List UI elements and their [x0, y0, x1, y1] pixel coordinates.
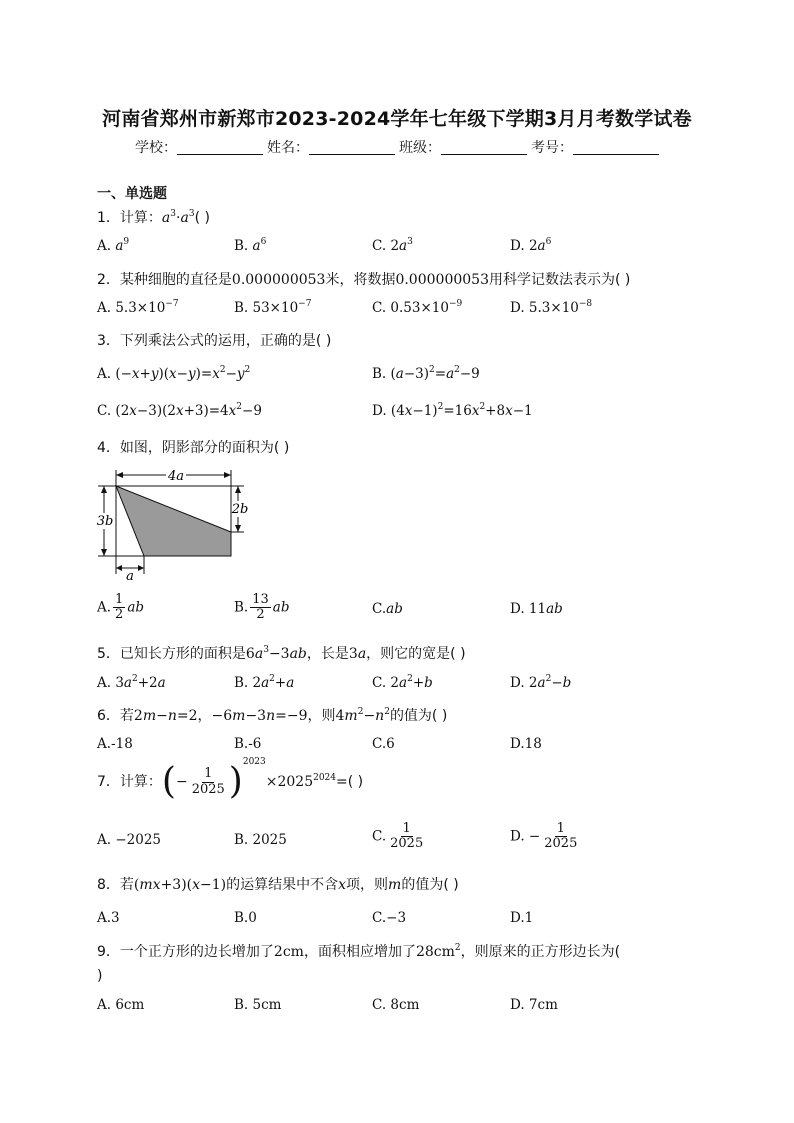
q4-option-b: B. $\frac{13}{2}$ ab	[234, 592, 290, 623]
question-9-close-paren: )	[97, 968, 103, 984]
q9-option-c: C. 8cm	[372, 997, 420, 1013]
school-blank[interactable]	[177, 140, 263, 155]
q2-option-d: D. $5.3\times 10^{-8}$	[510, 299, 593, 316]
q3-option-a: A. $(-x+y)(x-y)=x^2-y^2$	[97, 365, 251, 382]
q7-option-d: D. − $\frac{1}{2025}$	[510, 821, 578, 852]
q3-option-d: D. $(4x-1)^2=16x^2+8x-1$	[372, 402, 533, 419]
q4-option-d: D. 11ab	[510, 601, 563, 617]
q5-option-d: D. $2a^2-b$	[510, 674, 572, 691]
q5-option-a: A. $3a^2+2a$	[97, 674, 166, 691]
question-5: 5．已知长方形的面积是$6a^3-3ab$，长是3a，则它的宽是( )	[97, 645, 466, 662]
q1-option-a: A. $a^9$	[97, 237, 130, 254]
question-6: 6．若2m−n=2，−6m−3n=−9，则$4m^2-n^2$的值为( )	[97, 707, 448, 724]
name-label: 姓名：	[267, 140, 309, 156]
q1-expression: $a^3\cdot a^3$	[161, 209, 195, 226]
student-info-row	[0, 137, 794, 157]
section-heading: 一、单选题	[97, 186, 167, 202]
class-blank[interactable]	[441, 140, 527, 155]
q3-option-c: C. $(2x-3)(2x+3)=4x^2-9$	[97, 402, 262, 419]
q9-option-a: A. 6cm	[97, 997, 145, 1013]
question-1: 1．计算：$a^3\cdot a^3$( )	[97, 209, 210, 226]
question-2: 2．某种细胞的直径是0.000000053米，将数据0.000000053用科学记数法表示为( )	[97, 272, 631, 288]
q1-option-c: C. $2a^3$	[372, 237, 413, 254]
question-8: 8．若(mx+3)(x−1)的运算结果中不含x项，则m的值为( )	[97, 877, 459, 893]
class-label: 班级：	[399, 140, 441, 156]
q8-option-c: C.−3	[372, 910, 407, 926]
q3-option-b: B. $(a-3)^2=a^2-9$	[372, 365, 480, 382]
exam-number-blank[interactable]	[573, 140, 659, 155]
q9-option-d: D. 7cm	[510, 997, 558, 1013]
q7-option-a: A. −2025	[97, 832, 161, 848]
q7-option-c: C. $\frac{1}{2025}$	[372, 821, 424, 852]
q6-option-b: B.-6	[234, 736, 262, 752]
question-4: 4．如图，阴影部分的面积为( )	[97, 440, 290, 456]
q2-option-b: B. $53\times 10^{-7}$	[234, 299, 312, 316]
q8-option-d: D.1	[510, 910, 534, 926]
q6-option-a: A.-18	[97, 736, 133, 752]
school-label: 学校：	[135, 140, 177, 156]
q2-option-c: C. $0.53\times 10^{-9}$	[372, 299, 463, 316]
q4-option-a: A. $\frac{1}{2}$ ab	[97, 592, 145, 623]
exam-title: 河南省郑州市新郑市2023-2024学年七年级下学期3月月考数学试卷	[102, 108, 692, 130]
q6-option-c: C.6	[372, 736, 395, 752]
exam-number-label: 考号：	[531, 140, 573, 156]
name-blank[interactable]	[309, 140, 395, 155]
q9-option-b: B. 5cm	[234, 997, 282, 1013]
q1-option-d: D. $2a^6$	[510, 237, 552, 254]
q5-option-c: C. $2a^2+b$	[372, 674, 433, 691]
q5-option-b: B. $2a^2+a$	[234, 674, 295, 691]
q1-option-b: B. $a^6$	[234, 237, 267, 254]
q4-label-top: 4a	[167, 469, 185, 484]
question-9: 9．一个正方形的边长增加了2cm，面积相应增加了$28cm^2$，则原来的正方形边长为(	[97, 943, 621, 960]
q4-figure	[96, 462, 249, 584]
q2-option-a: A. $5.3\times 10^{-7}$	[97, 299, 179, 316]
q4-label-right: 2b	[231, 502, 249, 517]
q7-option-b: B. 2025	[234, 832, 287, 848]
q4-label-left: 3b	[96, 514, 114, 529]
q4-option-c: C.ab	[372, 601, 403, 617]
q8-option-a: A.3	[97, 910, 120, 926]
q4-label-bottom: a	[126, 569, 134, 584]
q8-option-b: B.0	[234, 910, 257, 926]
question-7: 7．计算：(− $\frac{1}{2025}$ )$^{2023}\times 2025^{2024}=$( )	[97, 757, 364, 802]
question-3: 3．下列乘法公式的运用，正确的是( )	[97, 333, 332, 349]
q6-option-d: D.18	[510, 736, 542, 752]
